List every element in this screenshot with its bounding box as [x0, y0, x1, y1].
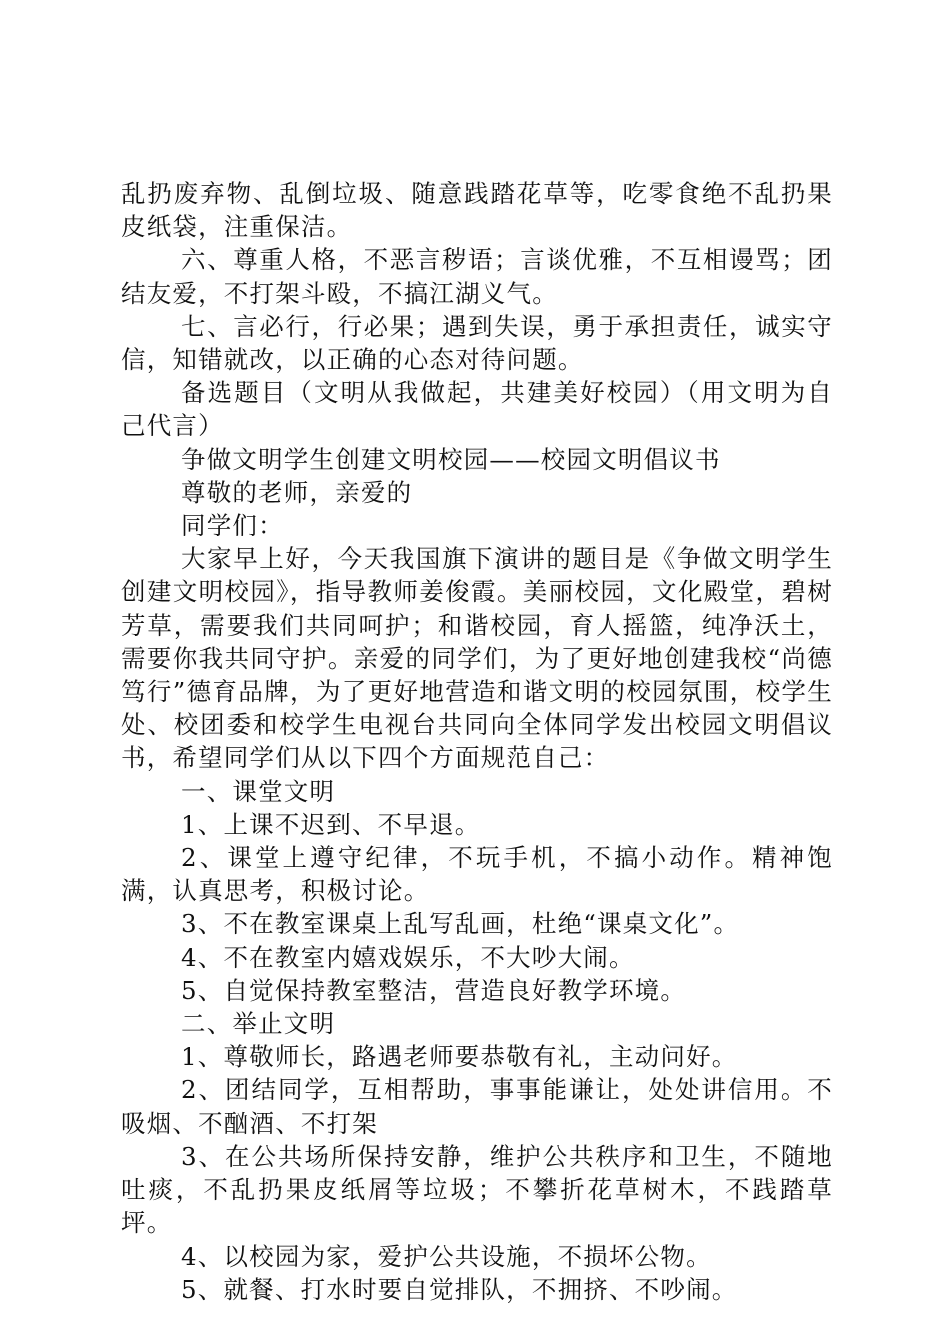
list-item: 4、不在教室内嬉戏娱乐，不大吵大闹。: [181, 942, 635, 972]
list-item: 3、在公共场所保持安静，维护公共秩序和卫生，不随地吐痰，不乱扔果皮纸屑等垃圾；不攀折花草树木，不践踏草坪。: [121, 1141, 833, 1238]
paragraph: 尊敬的老师，亲爱的: [181, 477, 413, 507]
list-item: 1、尊敬师长，路遇老师要恭敬有礼，主动问好。: [181, 1042, 738, 1072]
paragraph: 乱扔废弃物、乱倒垃圾、随意践踏花草等，吃零食绝不乱扔果皮纸袋，注重保洁。: [121, 179, 833, 242]
paragraph: 争做文明学生创建文明校园——校园文明倡议书: [181, 444, 721, 474]
list-item: 5、自觉保持教室整洁，营造良好教学环境。: [181, 975, 687, 1005]
list-item: 5、就餐、打水时要自觉排队，不拥挤、不吵闹。: [181, 1274, 738, 1304]
list-item: 4、以校园为家，爱护公共设施，不损坏公物。: [181, 1241, 712, 1271]
paragraph: 七、言必行，行必果；遇到失误，勇于承担责任，诚实守信，知错就改，以正确的心态对待问题。: [121, 311, 833, 375]
document-body: [121, 177, 833, 1306]
section-heading: 一、课堂文明: [181, 776, 336, 806]
paragraph: 备选题目（文明从我做起，共建美好校园）（用文明为自己代言）: [121, 378, 833, 441]
paragraph: 大家早上好，今天我国旗下演讲的题目是《争做文明学生创建文明校园》，指导教师姜俊霞。美丽校园，文化殿堂，碧树芳草，需要我们共同呵护；和谐校园，育人摇篮，纯净沃土，需要你我共同守护。亲爱的同学们，为了更好地创建我校“尚德笃行”德育品牌，为了更好地营造和谐文明的校园氛围，校学生处、校团委和校学生电视台共同向全体同学发出校园文明倡议书，希望同学们从以下四个方面规范自己：: [121, 544, 833, 773]
list-item: 3、不在教室课桌上乱写乱画，杜绝“课桌文化”。: [181, 909, 740, 939]
list-item: 1、上课不迟到、不早退。: [181, 809, 481, 839]
paragraph: 同学们：: [181, 511, 284, 541]
section-heading: 二、举止文明: [181, 1009, 336, 1039]
list-item: 2、团结同学，互相帮助，事事能谦让，处处讲信用。不吸烟、不酗酒、不打架: [121, 1075, 833, 1138]
paragraph: 六、尊重人格，不恶言秽语；言谈优雅，不互相谩骂；团结友爱，不打架斗殴，不搞江湖义气。: [121, 245, 833, 308]
list-item: 2、课堂上遵守纪律，不玩手机，不搞小动作。精神饱满，认真思考，积极讨论。: [121, 843, 833, 906]
